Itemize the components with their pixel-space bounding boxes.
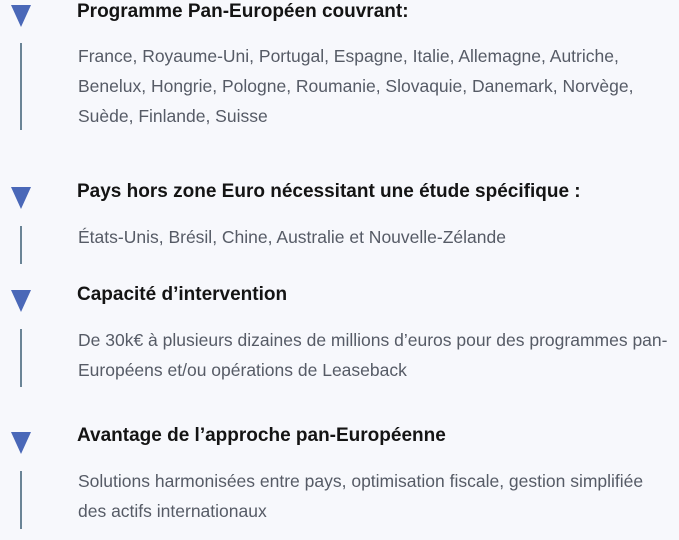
triangle-marker-icon — [11, 5, 31, 27]
section-body: Solutions harmonisées entre pays, optimisation fiscale, gestion simplifiée des actifs internationaux — [78, 471, 644, 521]
triangle-marker-icon — [11, 187, 31, 209]
section-connector-line — [20, 43, 22, 130]
section-heading: Programme Pan-Européen couvrant: — [77, 1, 409, 22]
section-body: France, Royaume-Uni, Portugal, Espagne, Italie, Allemagne, Autriche, Benelux, Hongrie, Pologne, Roumanie, Slovaquie, Danemark, Norvège, Suède, Finlande, Suisse — [78, 46, 634, 126]
triangle-marker-icon — [11, 290, 31, 312]
section-connector-line — [20, 329, 22, 387]
section-body: États-Unis, Brésil, Chine, Australie et Nouvelle-Zélande — [78, 227, 506, 247]
section-heading: Pays hors zone Euro nécessitant une étude spécifique : — [77, 181, 581, 202]
section-connector-line — [20, 226, 22, 264]
section-connector-line — [20, 471, 22, 529]
section-heading: Capacité d’intervention — [77, 284, 288, 305]
triangle-marker-icon — [11, 432, 31, 454]
section-heading: Avantage de l’approche pan-Européenne — [77, 425, 446, 446]
section-body: De 30k€ à plusieurs dizaines de millions d’euros pour des programmes pan-Européens et/ou opérations de Leaseback — [78, 330, 668, 380]
